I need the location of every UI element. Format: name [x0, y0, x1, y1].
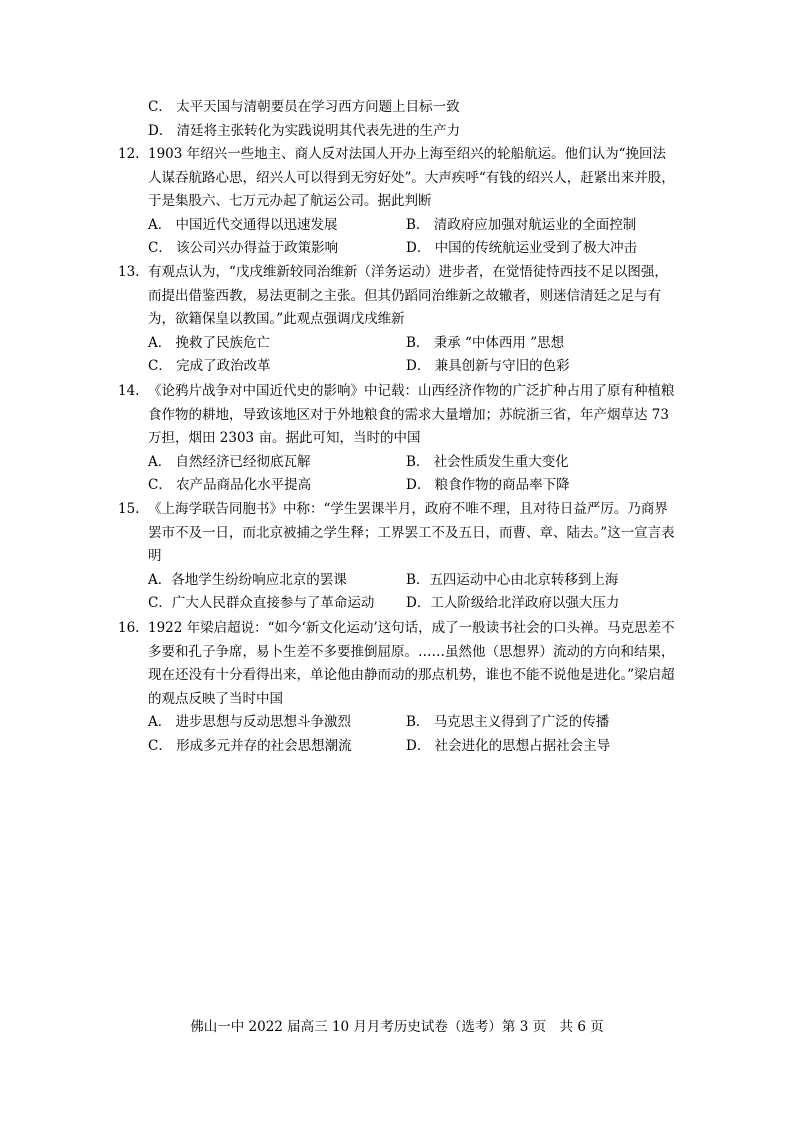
question-text: 《上海学联告同胞书》中称：“学生罢课半月，政府不唯不理，且对待日益严厉。乃商界罢市不及一日，而北京被捕之学生释；工界罢工不及五日，而曹、章、陆去。”这一宣言表明 — [148, 501, 675, 564]
question-number: 14. — [118, 383, 140, 399]
option-14-a: A． 自然经济已经彻底瓦解 — [148, 453, 311, 470]
question-number: 15. — [118, 501, 140, 517]
option-15-a: A．各地学生纷纷响应北京的罢课 — [148, 571, 347, 588]
option-13-a: A． 挽救了民族危亡 — [148, 334, 271, 351]
option-15-c: C．广大人民群众直接参与了革命运动 — [148, 595, 375, 611]
option-14-b: B． 社会性质发生重大变化 — [406, 453, 569, 470]
option-13-b: B． 秉承 “中体西用 ”思想 — [406, 334, 565, 351]
question-12 — [118, 143, 678, 261]
question-text: 《论鸦片战争对中国近代史的影响》中记载：山西经济作物的广泛扩种占用了原有种植粮食作物的耕地，导致该地区对于外地粮食的需求大量增加；苏皖浙三省，年产烟草达 73 万担，烟田 2303 亩。据此可知，当时的中国 — [148, 383, 675, 446]
option-13-d: D． 兼具创新与守旧的色彩 — [406, 358, 570, 374]
question-number: 12. — [118, 146, 140, 162]
question-text: 1903 年绍兴一些地主、商人反对法国人开办上海至绍兴的轮船航运。他们认为“挽回法人谋吞航路心思，绍兴人可以得到无穷好处”。大声疾呼“有钱的绍兴人，赶紧出来并股，于是集股六、七万元办起了航运公司。据此判断 — [148, 146, 675, 209]
question-stem — [118, 617, 678, 711]
option-11-d: D． 清廷将主张转化为实践说明其代表先进的生产力 — [148, 122, 461, 139]
option-13-c: C． 完成了政治改革 — [148, 358, 271, 374]
question-text: 1922 年梁启超说：“如今‘新文化运动’这句话，成了一般读书社会的口头禅。马克思差不多要和孔子争席，易卜生差不多要推倒屈原。……虽然他（思想界）流动的方向和结果，现在还没有十分看得出来，单论他由静而动的那点机势，谁也不能不说他是进化。”梁启超的观点反映了当时中国 — [148, 620, 675, 707]
question-stem — [118, 380, 678, 451]
question-stem — [118, 498, 678, 569]
page-footer: 佛山一中 2022 届高三 10 月月考历史试卷（选考）第 3 页 共 6 页 — [190, 1019, 604, 1035]
question-15 — [118, 498, 678, 616]
question-stem — [118, 143, 678, 214]
option-14-c: C． 农产品商品化水平提高 — [148, 477, 312, 493]
option-11-c: C． 太平天国与清朝要员在学习西方问题上目标一致 — [148, 99, 460, 115]
question-13 — [118, 261, 678, 379]
option-16-d: D． 社会进化的思想占据社会主导 — [406, 737, 611, 754]
option-15-d: D．工人阶级给北洋政府以强大压力 — [406, 595, 620, 611]
option-15-b: B．五四运动中心由北京转移到上海 — [406, 571, 619, 588]
option-12-c: C． 该公司兴办得益于政策影响 — [148, 240, 339, 256]
question-number: 13. — [118, 264, 140, 280]
option-16-b: B． 马克思主义得到了广泛的传播 — [406, 714, 610, 730]
option-16-c: C． 形成多元并存的社会思想潮流 — [148, 737, 352, 754]
question-14 — [118, 380, 678, 498]
question-11-tail — [118, 96, 678, 143]
question-number: 16. — [118, 620, 140, 636]
question-stem — [118, 261, 678, 332]
question-text: 有观点认为，“戊戌维新较同治维新（洋务运动）进步者，在觉悟徒恃西技不足以图强，而提出借鉴西教，易法更制之主张。但其仍蹈同治维新之故辙者，则迷信清廷之足与有为，欲籍保皇以教国。”此观点强调戊戌维新 — [148, 264, 668, 327]
option-16-a: A． 进步思想与反动思想斗争激烈 — [148, 714, 352, 730]
option-12-d: D． 中国的传统航运业受到了极大冲击 — [406, 240, 638, 256]
option-12-b: B． 清政府应加强对航运业的全面控制 — [406, 216, 637, 233]
option-14-d: D． 粮食作物的商品率下降 — [406, 477, 570, 493]
question-16 — [118, 617, 678, 758]
option-12-a: A． 中国近代交通得以迅速发展 — [148, 216, 338, 233]
